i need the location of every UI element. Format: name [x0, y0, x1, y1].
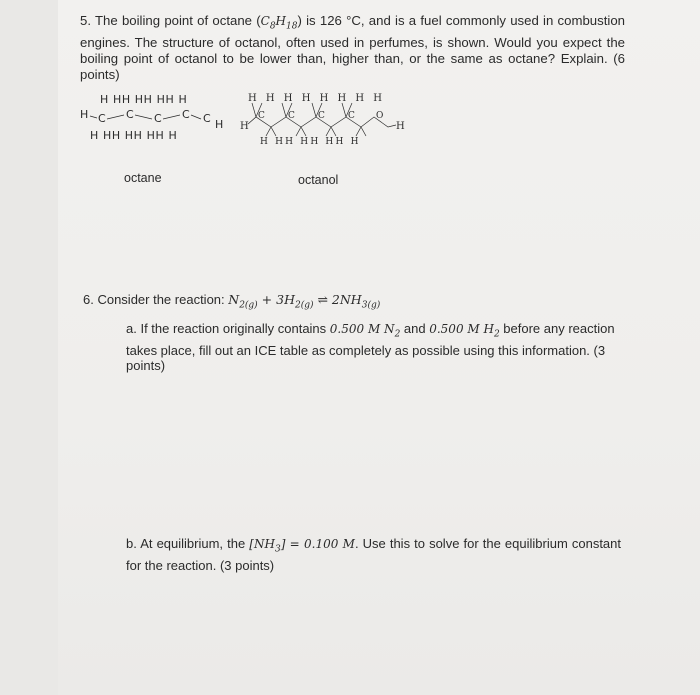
octane-left-hydrogen: H: [80, 108, 89, 121]
octane-right-hydrogen: H: [215, 118, 224, 131]
svg-text:C: C: [182, 108, 190, 121]
octanol-oxygen: O: [376, 111, 384, 121]
svg-text:C: C: [288, 111, 295, 121]
octane-top-hydrogens: H HH HH HH H: [100, 93, 188, 106]
octanol-bottom-hydrogens: H HH HH HH H: [260, 137, 361, 147]
octanol-structure: [236, 91, 416, 151]
svg-text:C: C: [126, 108, 134, 121]
octanol-left-hydrogen: H: [240, 121, 249, 132]
question-6b: b. At equilibrium, the $[NH_3] = 0.100$ M. Use this to solve for the equilibrium constant for the reaction. (3 points): [126, 536, 622, 573]
octane-bottom-hydrogens: H HH HH HH H: [90, 129, 178, 142]
octane-structure: [78, 91, 228, 151]
svg-text:C: C: [318, 111, 325, 121]
octanol-top-hydrogens: H H H H H H H H: [248, 93, 386, 104]
svg-text:C: C: [98, 112, 106, 125]
reaction-equation: $N_{2(g)} + 3H_{2(g)}$ ⇌ $2NH_{3(g)}$: [228, 292, 381, 311]
octanol-hydroxyl-hydrogen: H: [396, 121, 405, 132]
svg-text:C: C: [154, 112, 162, 125]
question-5-text: 5. The boiling point of octane $(C_8H_{18})$ is 126 °C, and is a fuel commonly used in combustion engines. The structure of octanol, often used in perfumes, is shown. Would you expect the boiling point of octanol to be lower than, higher than, or the same as octane? Explain. (6 points): [80, 13, 625, 82]
svg-text:C: C: [203, 112, 211, 125]
svg-text:C: C: [348, 111, 355, 121]
question-6-stem: 6. Consider the reaction: $N_{2(g)} + 3H_{2(g)}$ ⇌ $2NH_{3(g)}$: [83, 292, 381, 311]
question-6a: a. If the reaction originally contains 0.500 M $N_2$ and 0.500 M $H_2$ before any reaction takes place, fill out an ICE table as completely as possible using this information. (3 points): [126, 321, 615, 374]
octane-label: octane: [124, 171, 162, 185]
svg-text:C: C: [258, 111, 265, 121]
octanol-label: octanol: [298, 173, 339, 187]
